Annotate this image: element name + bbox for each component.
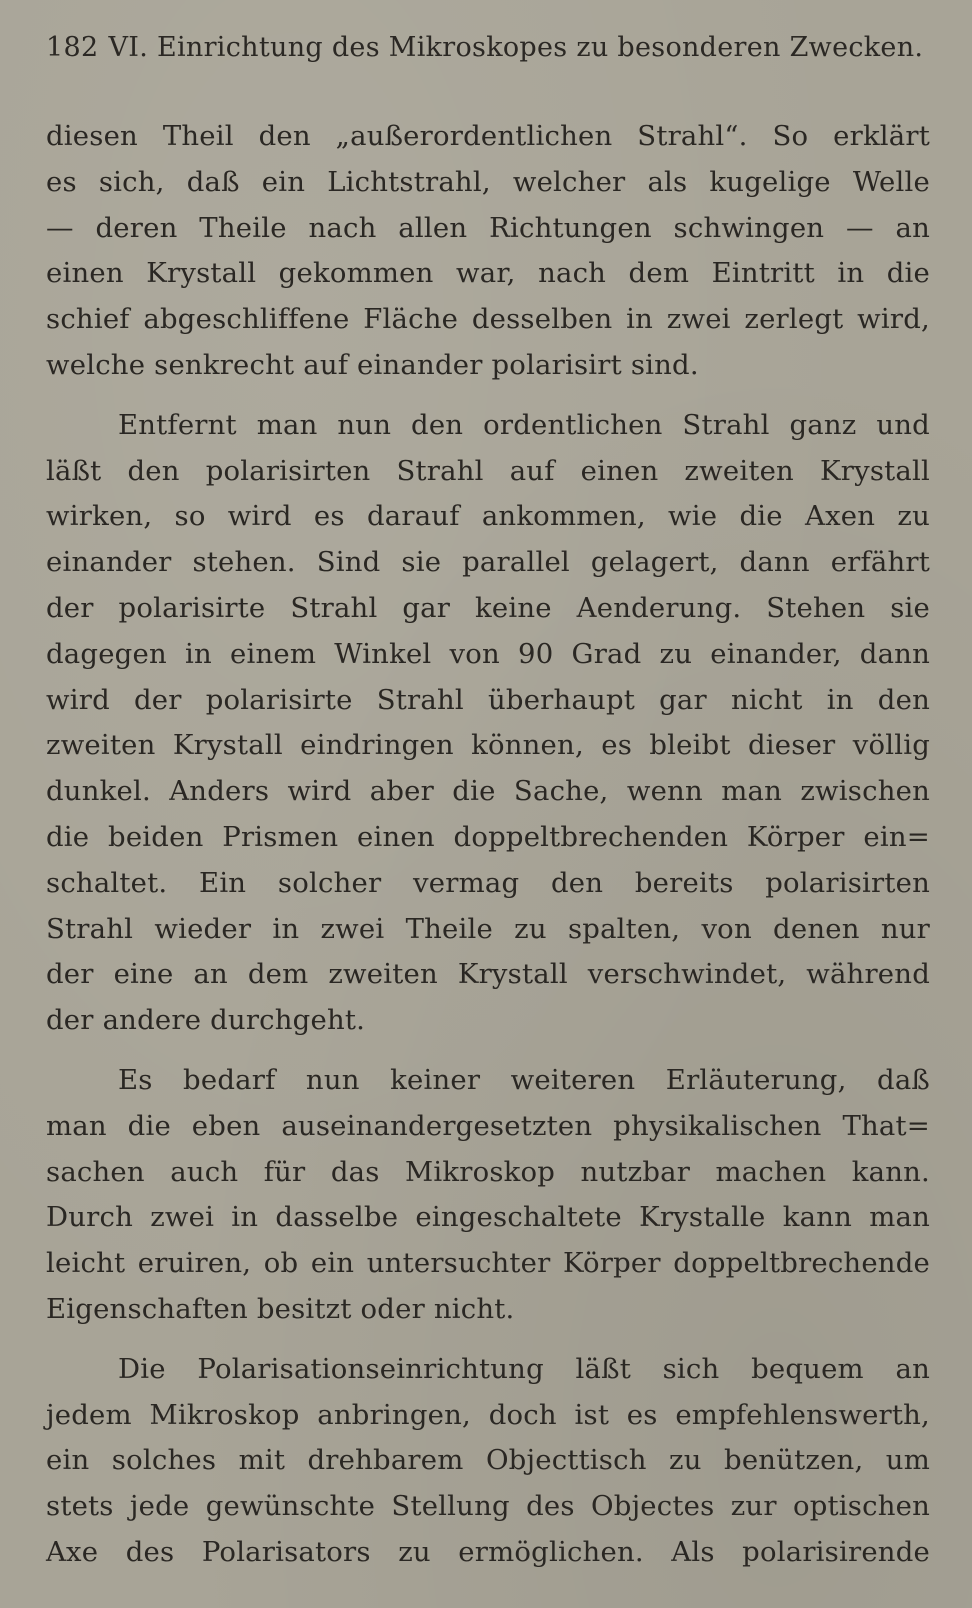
text-line: jedem Mikroskop anbringen, doch ist es empfehlenswerth, — [46, 1398, 930, 1431]
text-line: Axe des Polarisators zu ermöglichen. Als polarisirende — [46, 1535, 930, 1568]
text-line: — deren Theile nach allen Richtungen schwingen — an — [46, 211, 930, 244]
text-line: es sich, daß ein Lichtstrahl, welcher als kugelige Welle — [46, 165, 930, 198]
text-line: der polarisirte Strahl gar keine Aenderung. Stehen sie — [46, 591, 930, 624]
running-head — [46, 32, 926, 63]
text-line: Eigenschaften besitzt oder nicht. — [46, 1292, 515, 1325]
text-line: welche senkrecht auf einander polarisirt sind. — [46, 348, 699, 381]
text-line: dagegen in einem Winkel von 90 Grad zu einander, dann — [46, 637, 930, 670]
text-line: schief abgeschliffene Fläche desselben in zwei zerlegt wird, — [46, 303, 930, 336]
page-number: 182 — [46, 32, 99, 63]
text-line: Strahl wieder in zwei Theile zu spalten, von denen nur — [46, 912, 930, 945]
text-line: wirken, so wird es darauf ankommen, wie die Axen zu — [46, 500, 930, 533]
paragraph — [46, 403, 930, 1044]
paragraph — [46, 114, 930, 389]
text-line: wird der polarisirte Strahl überhaupt gar nicht in den — [46, 683, 930, 716]
paragraph — [46, 1058, 930, 1333]
text-line: die beiden Prismen einen doppeltbrechenden Körper ein= — [46, 820, 930, 853]
text-line: zweiten Krystall eindringen können, es bleibt dieser völlig — [46, 729, 930, 762]
text-line: dunkel. Anders wird aber die Sache, wenn man zwischen — [46, 775, 930, 808]
text-line: Die Polarisationseinrichtung läßt sich bequem an — [118, 1352, 930, 1385]
text-line: Durch zwei in dasselbe eingeschaltete Krystalle kann man — [46, 1201, 930, 1234]
text-line: schaltet. Ein solcher vermag den bereits polarisirten — [46, 866, 930, 899]
text-line: sachen auch für das Mikroskop nutzbar machen kann. — [46, 1155, 930, 1188]
text-line: einen Krystall gekommen war, nach dem Eintritt in die — [46, 257, 930, 290]
running-head-title: VI. Einrichtung des Mikroskopes zu besonderen Zwecken. — [108, 32, 924, 63]
text-line: man die eben auseinandergesetzten physikalischen That= — [46, 1109, 930, 1142]
text-line: Es bedarf nun keiner weiteren Erläuterung, daß — [118, 1063, 930, 1096]
text-line: einander stehen. Sind sie parallel gelagert, dann erfährt — [46, 546, 930, 579]
text-line: stets jede gewünschte Stellung des Objectes zur optischen — [46, 1490, 930, 1523]
body-text — [46, 114, 930, 1576]
text-line: diesen Theil den „außerordentlichen Strahl“. So erklärt — [46, 120, 930, 152]
text-line: ein solches mit drehbarem Objecttisch zu benützen, um — [46, 1444, 930, 1477]
text-line: läßt den polarisirten Strahl auf einen zweiten Krystall — [46, 454, 930, 487]
text-line: der andere durchgeht. — [46, 1004, 366, 1037]
paragraph — [46, 1347, 930, 1576]
text-line: Entfernt man nun den ordentlichen Strahl ganz und — [118, 408, 930, 441]
text-line: der eine an dem zweiten Krystall verschwindet, während — [46, 958, 930, 991]
text-line: leicht eruiren, ob ein untersuchter Körper doppeltbrechende — [46, 1247, 930, 1280]
